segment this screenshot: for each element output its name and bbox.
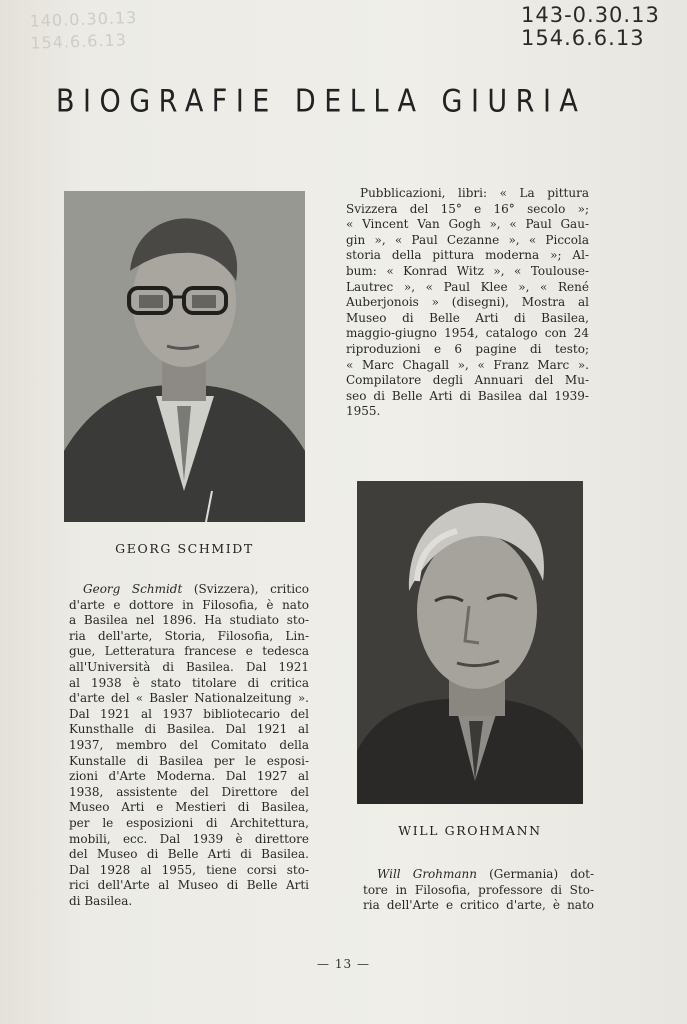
text-line: Auberjonois » (disegni), Mostra al [346,295,589,310]
text-line: Svizzera del 15° e 16° secolo »; [346,201,589,216]
bio-text: (Germania) dot- [477,867,595,881]
text-line: ria dell'Arte e critico d'arte, è nato [363,898,594,913]
text-line: al 1938 è stato titolare di critica [69,675,309,690]
text-line: all'Università di Basilea. Dal 1921 [69,659,309,674]
text-line: del Museo di Belle Arti di Basilea. [69,847,309,862]
text-line: Lautrec », « Paul Klee », « René [346,279,589,294]
text-line: ria dell'arte, Storia, Filosofia, Lin- [69,628,309,643]
archive-mark: 143-0.30.13 [521,3,660,27]
text-line: Kunsthalle di Basilea. Dal 1921 al [69,722,309,737]
bio-georg-schmidt [69,582,309,909]
publications-paragraph [346,186,589,420]
text-line: 1955. [346,404,381,419]
text-line: zioni d'Arte Moderna. Dal 1927 al [69,769,309,784]
portrait-photo-georg-schmidt [64,191,305,522]
text-line: gin », « Paul Cezanne », « Piccola [346,232,589,247]
text-line: rici dell'Arte al Museo di Belle Arti [69,878,309,893]
text-line: Kunstalle di Basilea per le esposi- [69,753,309,768]
bio-text: (Svizzera), critico [182,582,309,596]
bio-will-grohmann [363,867,594,914]
text-line: Dal 1921 al 1937 bibliotecario del [69,706,309,721]
faint-archive-mark: 140.0.30.13 [29,7,138,31]
archive-mark: 154.6.6.13 [521,26,645,50]
text-line: Museo di Belle Arti di Basilea, [346,310,589,325]
faint-archive-marks [29,5,181,56]
text-line: d'arte del « Basler Nationalzeitung ». [69,691,309,706]
bio-name: Georg Schmidt [83,582,183,596]
portrait-photo-will-grohmann [357,481,583,804]
text-line: per le esposizioni di Architettura, [69,815,309,830]
portrait-illustration [64,191,305,522]
text-line: tore in Filosofia, professore di Sto- [363,882,594,897]
page-number: — 13 — [317,957,370,971]
text-line: mobili, ecc. Dal 1939 è direttore [69,831,309,846]
text-line: Dal 1928 al 1955, tiene corsi sto- [69,862,309,877]
text-line: Museo Arti e Mestieri di Basilea, [69,800,309,815]
text-line: 1938, assistente del Direttore del [69,784,309,799]
text-line: 1937, membro del Comitato della [69,737,309,752]
handwritten-archive-marks [521,4,661,50]
text-line: seo di Belle Arti di Basilea dal 1939- [346,388,589,403]
portrait-illustration [357,481,583,804]
text-line: gue, Letteratura francese e tedesca [69,644,309,659]
text-line: bum: « Konrad Witz », « Toulouse- [346,263,589,278]
text-line [363,867,594,883]
text-line: Compilatore degli Annuari del Mu- [346,373,589,388]
text-line: « Marc Chagall », « Franz Marc ». [346,357,589,372]
text-line: Pubblicazioni, libri: « La pittura [360,186,589,200]
faint-archive-mark: 154.6.6.13 [30,30,128,53]
page-title: BIOGRAFIE DELLA GIURIA [56,84,587,120]
text-line: d'arte e dottore in Filosofia, è nato [69,597,309,612]
text-line: riproduzioni e 6 pagine di testo; [346,341,589,356]
text-line: « Vincent Van Gogh », « Paul Gau- [346,217,589,232]
text-line: maggio-giugno 1954, catalogo con 24 [346,326,589,341]
text-line [69,582,309,598]
bio-name: Will Grohmann [377,867,477,881]
caption-georg-schmidt: GEORG SCHMIDT [115,541,254,556]
text-line: di Basilea. [69,893,133,908]
text-line: a Basilea nel 1896. Ha studiato sto- [69,613,309,628]
caption-will-grohmann: WILL GROHMANN [398,823,542,838]
text-line: storia della pittura moderna »; Al- [346,248,589,263]
